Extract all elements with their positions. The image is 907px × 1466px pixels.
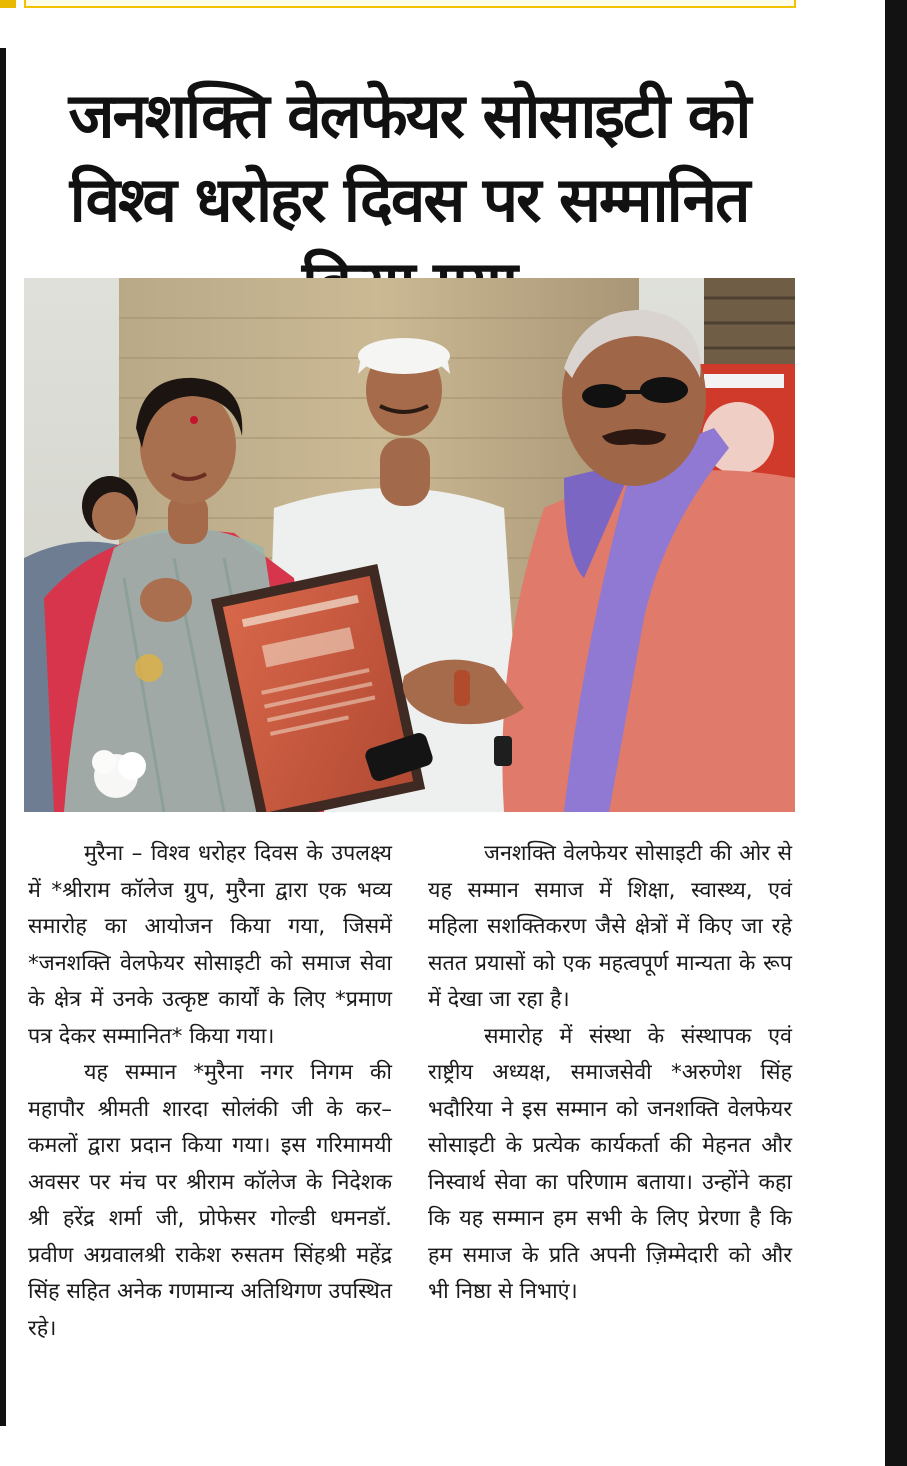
left-paragraph-1: मुरैना – विश्व धरोहर दिवस के उपलक्ष्य में *श्रीराम कॉलेज ग्रुप, मुरैना द्वारा एक भव्य समारोह का आयोजन किया गया, जिसमें *जनशक्ति वेलफेयर सोसाइटी को समाज सेवा के क्षेत्र में उनके उत्कृष्ट कार्यों के लिए *प्रमाण पत्र देकर सम्मानित* किया गया। [28,841,392,1049]
right-paragraph-1: जनशक्ति वेलफेयर सोसाइटी की ओर से यह सम्मान समाज में शिक्षा, स्वास्थ्य, एवं महिला सशक्तिकरण जैसे क्षेत्रों में किए जा रहे सतत प्रयासों को एक महत्वपूर्ण मान्यता के रूप में देखा जा रहा है। [428,841,792,1012]
article-left-column [28,836,392,1347]
award-presentation-photo [24,278,795,812]
article-right-column [428,836,792,1311]
right-paragraph-2: समारोह में संस्था के संस्थापक एवं राष्ट्रीय अध्यक्ष, समाजसेवी *अरुणेश सिंह भदौरिया ने इस सम्मान को जनशक्ति वेलफेयर सोसाइटी के प्रत्येक कार्यकर्ता की मेहनत और निस्वार्थ सेवा का परिणाम बताया। उन्होंने कहा कि यह सम्मान हम सभी के लिए प्रेरणा है कि हम समाज के प्रति अपनी ज़िम्मेदारी को और भी निष्ठा से निभाएं। [428,1023,792,1304]
left-paragraph-2: यह सम्मान *मुरैना नगर निगम की महापौर श्रीमती शारदा सोलंकी जी के कर–कमलों द्वारा प्रदान किया गया। इस गरिमामयी अवसर पर मंच पर श्रीराम कॉलेज के निदेशक श्री हरेंद्र शर्मा जी, प्रोफेसर गोल्डी धमनडॉ. प्रवीण अग्रवालश्री राकेश रुसतम सिंहश्री महेंद्र सिंह सहित अनेक गणमान्य अतिथिगण उपस्थित रहे। [28,1060,392,1341]
previous-article-box-edge [24,0,796,8]
left-column-rule [0,48,6,1426]
yellow-corner-mark [0,0,16,8]
article-headline: जनशक्ति वेलफेयर सोसाइटी को विश्व धरोहर दिवस पर सम्मानित [68,79,750,236]
top-border-strip [0,0,907,10]
page-edge-shadow [885,0,907,1466]
